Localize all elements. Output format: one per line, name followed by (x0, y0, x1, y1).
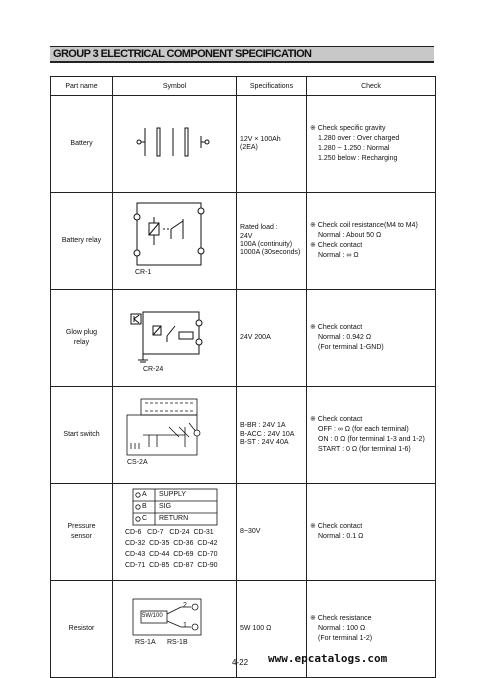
symbol-code: RS-1A (135, 639, 156, 646)
battery-relay-symbol (113, 193, 237, 290)
spec-cell (237, 484, 307, 581)
check-cell (307, 387, 436, 484)
part-name: Start switch (63, 431, 100, 438)
symbol-code: CD-43 CD-44 CD-69 CD-70 (125, 551, 218, 558)
resistor-symbol-diagram (113, 581, 237, 672)
part-name: Pressure (67, 523, 96, 530)
check-line: Normal : About 50 Ω (318, 232, 382, 239)
page-number: 4-22 (232, 658, 249, 667)
check-cell (307, 193, 436, 290)
part-name-cell (51, 581, 113, 678)
part-name-cell (51, 290, 113, 387)
check-line: Normal : 0.1 Ω (318, 533, 364, 540)
table-row (51, 193, 436, 290)
spec-cell (237, 193, 307, 290)
spec-line: 1000A (30seconds) (240, 249, 301, 257)
part-name-cell (51, 96, 113, 193)
spec-line: Rated load : (240, 224, 278, 232)
spec-cell (237, 290, 307, 387)
part-name: Battery (70, 140, 93, 147)
terminal-number: 1 (183, 622, 187, 629)
symbol-code: CD-32 CD-35 CD-36 CD-42 (125, 540, 218, 547)
pin-function: SUPPLY (159, 491, 187, 498)
check-line: 1.250 below : Recharging (318, 155, 398, 162)
part-name: Resistor (68, 625, 95, 632)
check-line: (For terminal 1-2) (318, 635, 373, 642)
check-line: ※ Check contact (310, 242, 363, 249)
symbol-code: CD-6 CD-7 CD-24 CD-31 (125, 529, 214, 536)
check-line: ※ Check coil resistance(M4 to M4) (310, 222, 418, 229)
check-cell (307, 290, 436, 387)
check-line: ※ Check contact (310, 523, 363, 530)
symbol-code: CD-71 CD-85 CD-87 CD-90 (125, 562, 218, 569)
battery-symbol (113, 96, 237, 193)
page-title: GROUP 3 ELECTRICAL COMPONENT SPECIFICATION (53, 48, 312, 60)
table-row (51, 484, 436, 581)
table-row (51, 96, 436, 193)
resistor-symbol (113, 581, 237, 678)
resistor-rating: 5W/100 (142, 613, 163, 619)
table-row (51, 290, 436, 387)
check-line: ※ Check contact (310, 324, 363, 331)
check-line: 1.280 over : Over charged (318, 135, 400, 142)
header-check: Check (307, 77, 436, 96)
pin-label: B (142, 503, 147, 510)
check-line: START : 0 Ω (for terminal 1-6) (318, 446, 411, 453)
check-cell (307, 96, 436, 193)
part-name: sensor (70, 533, 92, 540)
spec-cell (237, 387, 307, 484)
glow-relay-symbol-diagram (113, 290, 237, 381)
table-header-row (51, 77, 436, 96)
symbol-code: CR-24 (143, 366, 164, 373)
part-name-cell (51, 193, 113, 290)
spec-line: B-ST : 24V 40A (240, 439, 289, 447)
part-name-cell (51, 387, 113, 484)
check-line: OFF : ∞ Ω (for each terminal) (318, 426, 409, 433)
check-line: (For terminal 1-GND) (318, 344, 384, 351)
symbol-code: RS-1B (167, 639, 188, 646)
start-switch-symbol (113, 387, 237, 484)
check-line: ※ Check specific gravity (310, 125, 386, 132)
spec-line: 12V × 100Ah (240, 135, 281, 143)
glow-plug-relay-symbol (113, 290, 237, 387)
check-line: Normal : 0.942 Ω (318, 334, 372, 341)
pressure-sensor-symbol (113, 484, 237, 581)
spec-table (50, 76, 436, 678)
spec-line: 100A (continuity) (240, 241, 293, 248)
part-name: relay (73, 339, 90, 346)
pin-label: C (142, 515, 148, 522)
spec-line: 8~30V (240, 527, 261, 535)
check-line: Normal : 100 Ω (318, 625, 366, 632)
check-line: ※ Check contact (310, 416, 363, 423)
terminal-number: 2 (183, 602, 187, 609)
spec-line: B-ACC : 24V 10A (240, 430, 295, 438)
spec-line: 5W 100 Ω (240, 624, 272, 632)
spec-line: (2EA) (240, 144, 258, 151)
relay-symbol-diagram (113, 193, 237, 284)
watermark: www.epcatalogs.com (268, 652, 388, 665)
part-name: Battery relay (61, 237, 102, 244)
pin-function: SIG (159, 503, 172, 510)
header-specifications: Specifications (237, 77, 307, 96)
spec-line: 24V 200A (240, 333, 271, 341)
part-name-cell (51, 484, 113, 581)
check-cell (307, 484, 436, 581)
symbol-code: CR-1 (135, 269, 152, 276)
pin-function: RETURN (159, 515, 189, 522)
check-line: Normal : ∞ Ω (318, 252, 359, 259)
part-name: Glow plug (65, 329, 98, 336)
battery-symbol-diagram (113, 96, 237, 187)
symbol-code: CS-2A (127, 459, 148, 466)
table-row (51, 387, 436, 484)
pin-label: A (142, 491, 147, 498)
spec-cell (237, 96, 307, 193)
check-line: 1.280 ~ 1.250 : Normal (318, 145, 390, 152)
spec-line: B-BR : 24V 1A (240, 422, 286, 430)
header-symbol: Symbol (113, 77, 237, 96)
check-line: ON : 0 Ω (for terminal 1-3 and 1-2) (318, 436, 425, 443)
header-part-name: Part name (51, 77, 113, 96)
group-header (50, 46, 434, 63)
check-line: ※ Check resistance (310, 615, 372, 622)
spec-line: 24V (240, 232, 253, 240)
